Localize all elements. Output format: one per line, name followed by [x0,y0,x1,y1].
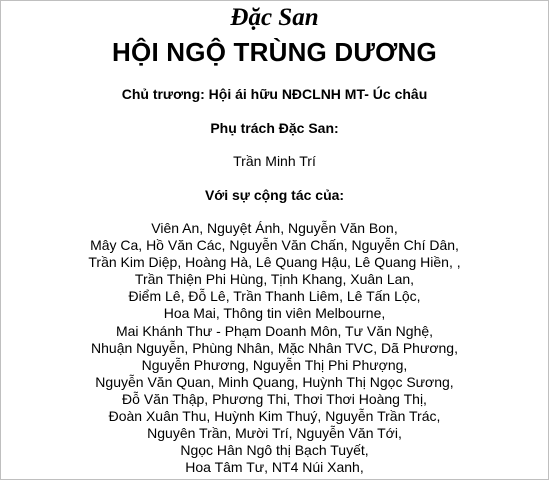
contributor-line: Hoa Tâm Tư, NT4 Núi Xanh, [185,459,364,476]
sponsor-line: Chủ trương: Hội ái hữu NĐCLNH MT- Úc châu [121,86,428,102]
contributor-line: Nguyễn Văn Quan, Minh Quang, Huỳnh Thị Ngọc Sương, [95,373,454,390]
contributor-line: Hoa Mai, Thông tin viên Melbourne, [163,305,386,322]
contributor-line: Nguyên Trần, Mười Trí, Nguyễn Văn Tới, [147,425,402,442]
contributor-line: Nhuận Nguyễn, Phùng Nhân, Mặc Nhân TVC, Dã Phương, [91,339,458,356]
contributor-line: Nguyễn Phương, Nguyễn Thị Phi Phượng, [141,356,408,373]
contributor-line: Trần Thiện Phi Hùng, Tịnh Khang, Xuân Lan, [134,271,415,288]
contributor-line: Viên An, Nguyệt Ánh, Nguyễn Văn Bon, [151,220,398,236]
contributor-line: Đỗ Văn Thập, Phương Thi, Thơi Thơi Hoàng Thị, [122,390,427,407]
contributor-line: Đoàn Xuân Thu, Huỳnh Kim Thuý, Nguyễn Trần Trác, [108,408,441,425]
contributor-line: Trần Kim Diệp, Hoàng Hà, Lê Quang Hậu, Lê Quang Hiền, , [88,254,461,271]
contributors-heading: Với sự cộng tác của: [204,187,345,203]
contributor-line: Mai Khánh Thư - Phạm Doanh Môn, Tư Văn Nghệ, [115,322,434,339]
contributors-list [1,220,548,476]
contributor-line: Ngọc Hân Ngô thị Bạch Tuyết, [180,442,369,459]
contributor-line: Điểm Lê, Đỗ Lê, Trần Thanh Liêm, Lê Tấn Lộc, [128,288,421,305]
page-title: HỘI NGỘ TRÙNG DƯƠNG [112,37,437,67]
magazine-label: Đặc San [230,4,319,31]
editor-heading: Phụ trách Đặc San: [210,120,339,136]
editor-name: Trần Minh Trí [233,153,316,169]
contributor-line: Mây Ca, Hồ Văn Các, Nguyễn Văn Chấn, Nguyễn Chí Dân, [90,237,459,254]
